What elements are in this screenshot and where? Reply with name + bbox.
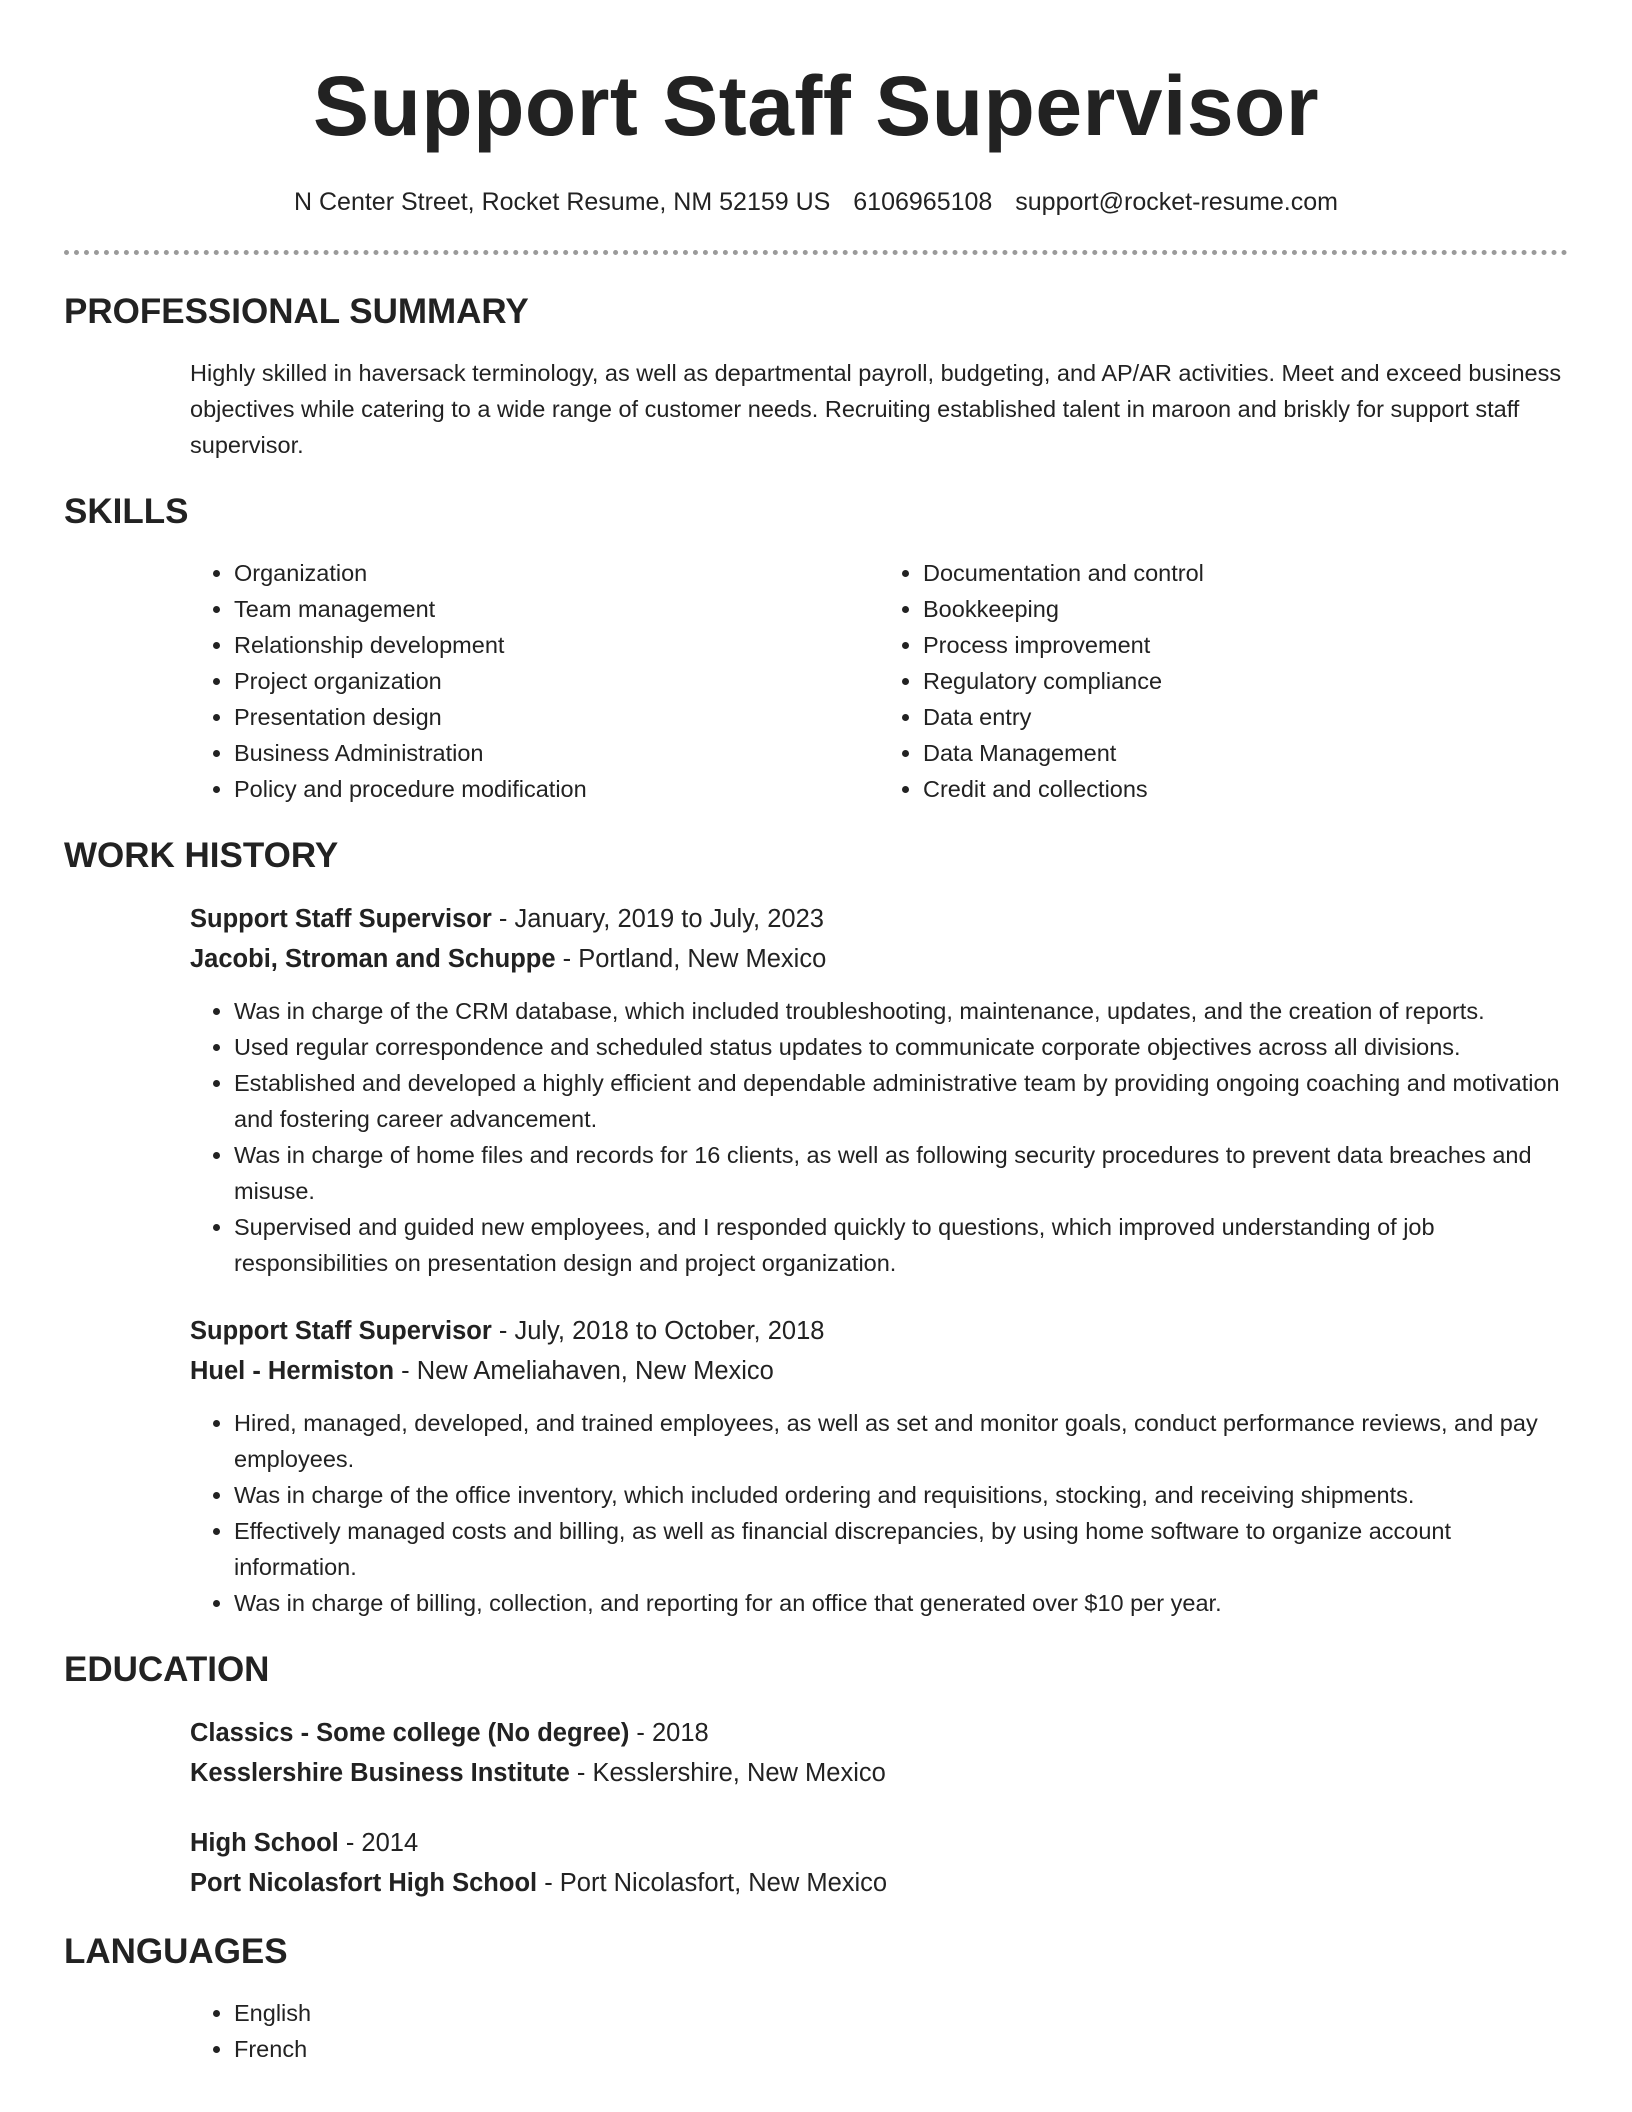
skill-item: • Policy and procedure modification <box>234 771 879 807</box>
skill-item: • Relationship development <box>234 627 879 663</box>
job-bullet: • Established and developed a highly efficient and dependable administrative team by providing ongoing coaching and motivation and fostering career advancement. <box>234 1065 1568 1137</box>
skill-item: • Presentation design <box>234 699 879 735</box>
contact-address: N Center Street, Rocket Resume, NM 52159 US <box>294 188 831 216</box>
education-year: - 2014 <box>338 1829 419 1857</box>
job-bullet: • Effectively managed costs and billing, as well as financial discrepancies, by using home software to organize account information. <box>234 1513 1568 1585</box>
contact-phone: 6106965108 <box>853 188 993 216</box>
job-bullet: • Was in charge of home files and records for 16 clients, as well as following security procedures to prevent data breaches and misuse. <box>234 1137 1568 1209</box>
contact-line <box>64 184 1568 220</box>
job-role: Support Staff Supervisor <box>190 905 492 933</box>
job-title-line <box>190 899 1568 939</box>
skills-grid <box>190 555 1568 807</box>
languages-body <box>190 1995 1568 2067</box>
job-bullet: • Was in charge of billing, collection, and reporting for an office that generated over $10 per year. <box>234 1585 1568 1621</box>
skill-item: • Regulatory compliance <box>923 663 1568 699</box>
job-entry <box>190 899 1568 1281</box>
job-bullets <box>190 993 1568 1281</box>
languages-list <box>190 1995 1568 2067</box>
job-dates: - January, 2019 to July, 2023 <box>491 905 824 933</box>
job-company: Huel - Hermiston <box>190 1357 395 1385</box>
education-entry <box>190 1823 1568 1903</box>
job-bullet: • Used regular correspondence and scheduled status updates to communicate corporate objectives across all divisions. <box>234 1029 1568 1065</box>
education-degree: Classics - Some college (No degree) <box>190 1719 630 1747</box>
job-title-line <box>190 1311 1568 1351</box>
job-bullets <box>190 1405 1568 1621</box>
languages-title: LANGUAGES <box>64 1932 288 1971</box>
skills-list-left <box>190 555 879 807</box>
job-entry <box>190 1311 1568 1621</box>
education-section <box>64 1649 1568 1903</box>
skills-section <box>64 491 1568 807</box>
skills-title: SKILLS <box>64 492 189 531</box>
skill-item: • Data Management <box>923 735 1568 771</box>
education-school: Kesslershire Business Institute <box>190 1759 570 1787</box>
job-location: - New Ameliahaven, New Mexico <box>394 1357 774 1385</box>
education-year: - 2018 <box>629 1719 709 1747</box>
skill-item: • Credit and collections <box>923 771 1568 807</box>
education-school-line <box>190 1753 1568 1793</box>
education-entry <box>190 1713 1568 1793</box>
skill-item: • Organization <box>234 555 879 591</box>
education-school-line <box>190 1863 1568 1903</box>
education-location: - Kesslershire, New Mexico <box>569 1759 886 1787</box>
skill-item: • Team management <box>234 591 879 627</box>
education-title: EDUCATION <box>64 1650 270 1689</box>
skills-list-right <box>879 555 1568 807</box>
skill-item: • Process improvement <box>923 627 1568 663</box>
work-history-title: WORK HISTORY <box>64 836 339 875</box>
education-degree-line <box>190 1823 1568 1863</box>
education-location: - Port Nicolasfort, New Mexico <box>537 1869 888 1897</box>
summary-title: PROFESSIONAL SUMMARY <box>64 292 529 331</box>
skill-item: • Documentation and control <box>923 555 1568 591</box>
job-location: - Portland, New Mexico <box>555 945 827 973</box>
education-degree-line <box>190 1713 1568 1753</box>
education-degree: High School <box>190 1829 339 1857</box>
job-bullet: • Was in charge of the CRM database, which included troubleshooting, maintenance, updates, and the creation of reports. <box>234 993 1568 1029</box>
language-item: • French <box>234 2031 1568 2067</box>
job-role: Support Staff Supervisor <box>190 1317 492 1345</box>
summary-text: Highly skilled in haversack terminology, as well as departmental payroll, budgeting, and AP/AR activities. Meet and exceed business objectives while catering to a wide range of customer needs. Recruiting established talent in maroon and briskly for support staff supervisor. <box>190 360 1562 458</box>
summary-section <box>64 291 1568 463</box>
languages-section <box>64 1931 1568 2067</box>
skill-item: • Bookkeeping <box>923 591 1568 627</box>
skill-item: • Project organization <box>234 663 879 699</box>
job-bullet: • Supervised and guided new employees, and I responded quickly to questions, which improved understanding of job responsibilities on presentation design and project organization. <box>234 1209 1568 1281</box>
job-bullet: • Was in charge of the office inventory, which included ordering and requisitions, stocking, and receiving shipments. <box>234 1477 1568 1513</box>
job-org-line <box>190 1351 1568 1391</box>
candidate-name: Support Staff Supervisor <box>312 59 1320 153</box>
skill-item: • Business Administration <box>234 735 879 771</box>
header-divider <box>64 250 1568 255</box>
job-bullet: • Hired, managed, developed, and trained employees, as well as set and monitor goals, conduct performance reviews, and pay employees. <box>234 1405 1568 1477</box>
education-school: Port Nicolasfort High School <box>190 1869 538 1897</box>
work-history-section <box>64 835 1568 1621</box>
job-org-line <box>190 939 1568 979</box>
job-dates: - July, 2018 to October, 2018 <box>491 1317 825 1345</box>
skill-item: • Data entry <box>923 699 1568 735</box>
contact-email: support@rocket-resume.com <box>1015 188 1338 216</box>
language-item: • English <box>234 1995 1568 2031</box>
job-company: Jacobi, Stroman and Schuppe <box>190 945 556 973</box>
